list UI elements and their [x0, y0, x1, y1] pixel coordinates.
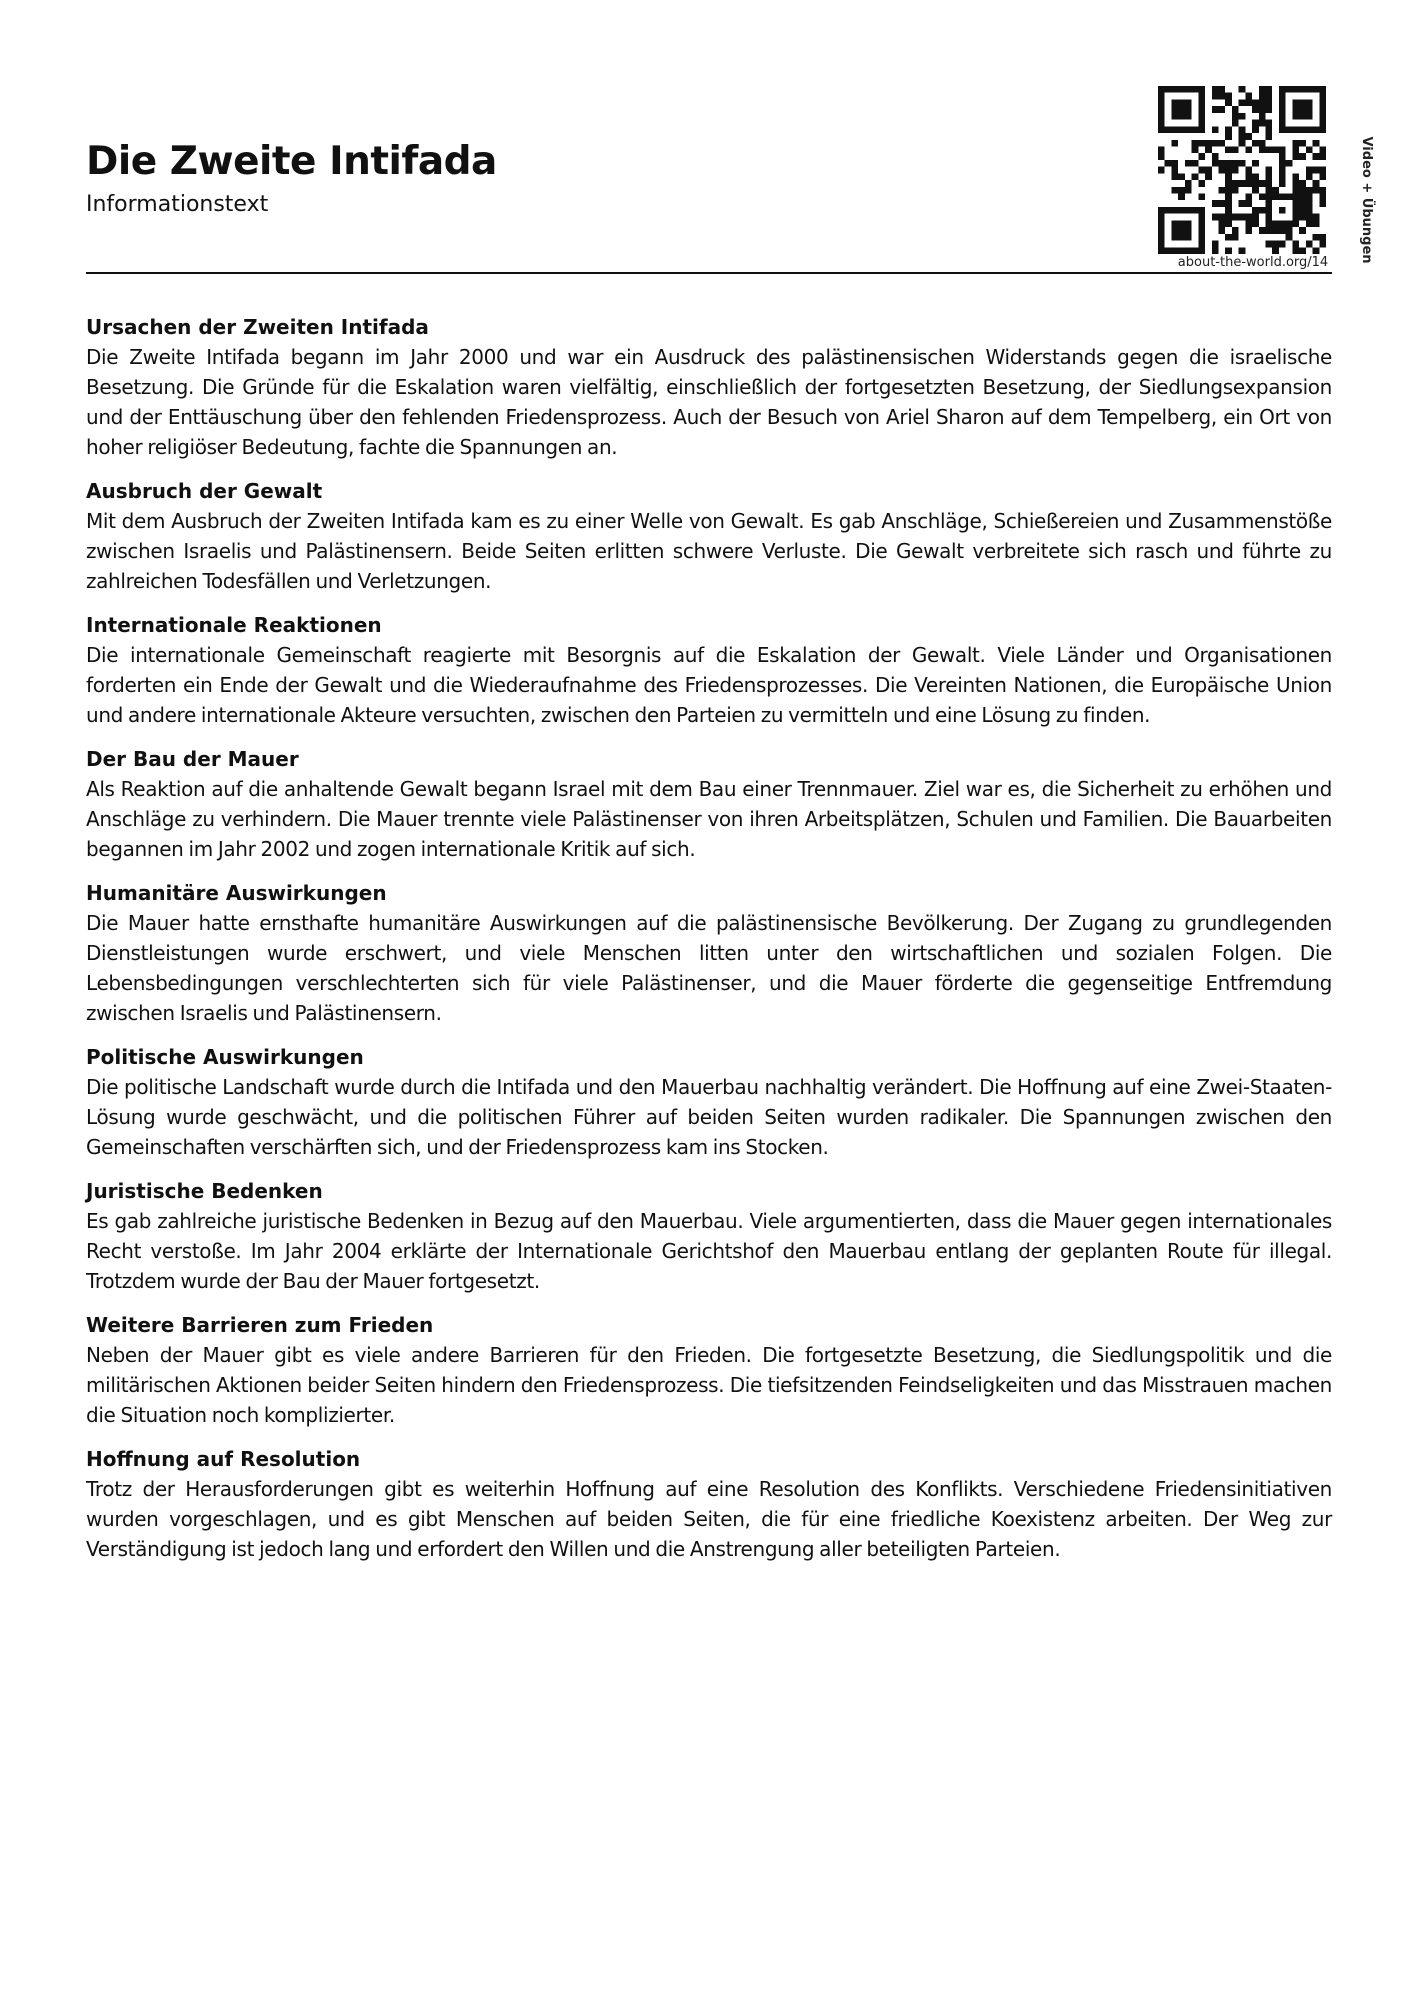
section-heading: Weitere Barrieren zum Frieden: [86, 1313, 434, 1337]
section-text: Die Zweite Intifada begann im Jahr 2000 und war ein Ausdruck des palästinensischen Widerstands gegen die israelische Besetzung. Die Gründe für die Eskalation waren vielfältig, einschließlich der fortgesetzten Besetzung, der Siedlungsexpansion und der Enttäuschung über den fehlenden Friedensprozess. Auch der Besuch von Ariel Sharon auf dem Tempelberg, ein Ort von hoher religiöser Bedeutung, fachte die Spannungen an.: [86, 345, 1332, 459]
section-barrieren: [86, 1310, 1332, 1430]
page-title: Die Zweite Intifada: [86, 139, 497, 184]
page-header: [86, 0, 1374, 275]
header-divider: [86, 272, 1332, 274]
section-text: Neben der Mauer gibt es viele andere Barrieren für den Frieden. Die fortgesetzte Besetzung, die Siedlungspolitik und die militärischen Aktionen beider Seiten hindern den Friedensprozess. Die tiefsitzenden Feindseligkeiten und das Misstrauen machen die Situation noch komplizierter.: [86, 1343, 1332, 1427]
qr-code-icon[interactable]: [1158, 86, 1326, 254]
section-text: Die politische Landschaft wurde durch die Intifada und den Mauerbau nachhaltig verändert. Die Hoffnung auf eine Zwei-Staaten-Lösung wurde geschwächt, und die politischen Führer auf beiden Seiten wurden radikaler. Die Spannungen zwischen den Gemeinschaften verschärften sich, und der Friedensprozess kam ins Stocken.: [86, 1075, 1332, 1159]
section-text: Als Reaktion auf die anhaltende Gewalt begann Israel mit dem Bau einer Trennmauer. Ziel war es, die Sicherheit zu erhöhen und Anschläge zu verhindern. Die Mauer trennte viele Palästinenser von ihren Arbeitsplätzen, Schulen und Familien. Die Bauarbeiten begannen im Jahr 2002 und zogen internationale Kritik auf sich.: [86, 777, 1332, 861]
section-text: Trotz der Herausforderungen gibt es weiterhin Hoffnung auf eine Resolution des Konflikts. Verschiedene Friedensinitiativen wurden vorgeschlagen, und es gibt Menschen auf beiden Seiten, die für eine friedliche Koexistenz arbeiten. Der Weg zur Verständigung ist jedoch lang und erfordert den Willen und die Anstrengung aller beteiligten Parteien.: [86, 1477, 1332, 1561]
section-juristisch: [86, 1176, 1332, 1296]
section-heading: Ausbruch der Gewalt: [86, 479, 323, 503]
page-subtitle: Informationstext: [86, 192, 269, 217]
qr-url[interactable]: about-the-world.org/14: [1177, 255, 1329, 270]
section-heading: Hoffnung auf Resolution: [86, 1447, 361, 1471]
section-reaktionen: [86, 610, 1332, 730]
section-text: Mit dem Ausbruch der Zweiten Intifada kam es zu einer Welle von Gewalt. Es gab Anschläge, Schießereien und Zusammenstöße zwischen Israelis und Palästinensern. Beide Seiten erlitten schwere Verluste. Die Gewalt verbreitete sich rasch und führte zu zahlreichen Todesfällen und Verletzungen.: [86, 509, 1332, 593]
section-text: Die Mauer hatte ernsthafte humanitäre Auswirkungen auf die palästinensische Bevölkerung. Der Zugang zu grundlegenden Dienstleistungen wurde erschwert, und viele Menschen litten unter den wirtschaftlichen und sozialen Folgen. Die Lebensbedingungen verschlechterten sich für viele Palästinenser, und die Mauer förderte die gegenseitige Entfremdung zwischen Israelis und Palästinensern.: [86, 911, 1332, 1025]
section-text: Es gab zahlreiche juristische Bedenken in Bezug auf den Mauerbau. Viele argumentierten, dass die Mauer gegen internationales Recht verstoße. Im Jahr 2004 erklärte der Internationale Gerichtshof den Mauerbau entlang der geplanten Route für illegal. Trotzdem wurde der Bau der Mauer fortgesetzt.: [86, 1209, 1332, 1293]
section-humanitaer: [86, 878, 1332, 1028]
section-hoffnung: [86, 1444, 1332, 1564]
section-ursachen: [86, 312, 1332, 462]
section-heading: Politische Auswirkungen: [86, 1045, 364, 1069]
section-heading: Der Bau der Mauer: [86, 747, 299, 771]
section-ausbruch: [86, 476, 1332, 596]
main-content: [86, 312, 1332, 1578]
qr-block[interactable]: [1122, 80, 1374, 272]
section-heading: Internationale Reaktionen: [86, 613, 382, 637]
qr-side-label: Video + Übungen: [1359, 136, 1374, 264]
section-text: Die internationale Gemeinschaft reagierte mit Besorgnis auf die Eskalation der Gewalt. Viele Länder und Organisationen forderten ein Ende der Gewalt und die Wiederaufnahme des Friedensprozesses. Die Vereinten Nationen, die Europäische Union und andere internationale Akteure versuchten, zwischen den Parteien zu vermitteln und eine Lösung zu finden.: [86, 643, 1332, 727]
section-politisch: [86, 1042, 1332, 1162]
section-mauer: [86, 744, 1332, 864]
section-heading: Humanitäre Auswirkungen: [86, 881, 387, 905]
section-heading: Ursachen der Zweiten Intifada: [86, 315, 429, 339]
section-heading: Juristische Bedenken: [86, 1179, 323, 1203]
